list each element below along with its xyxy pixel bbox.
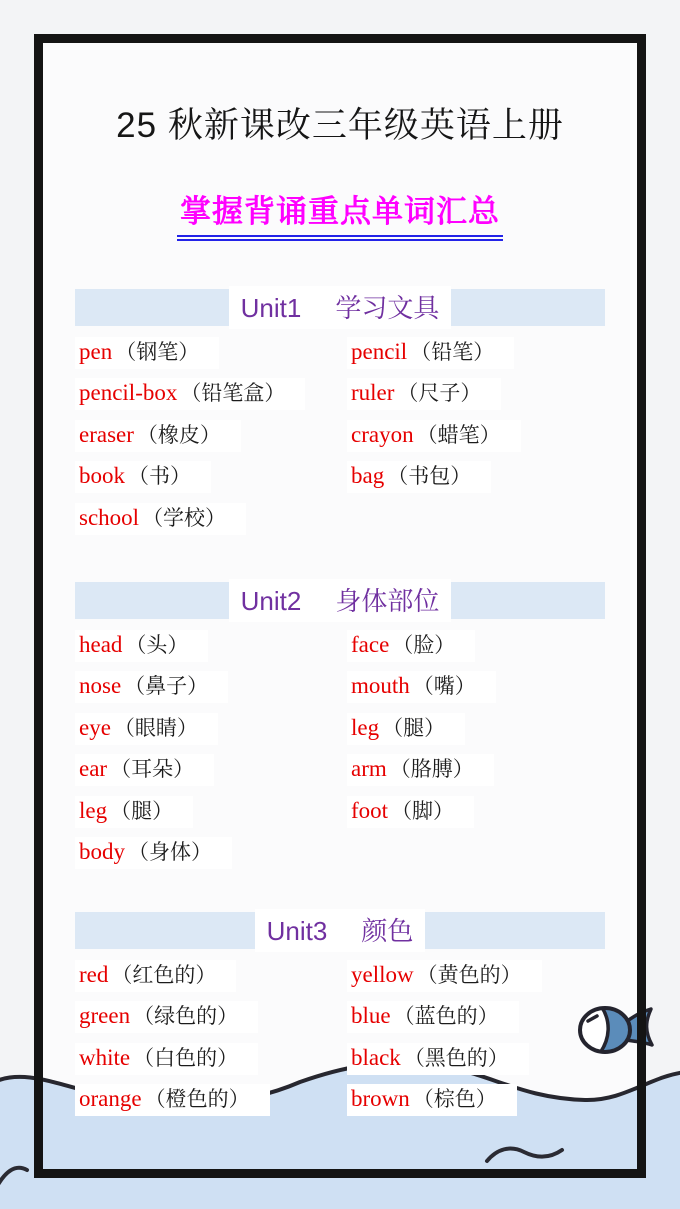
unit-topic: 颜色	[361, 916, 414, 946]
unit-header	[255, 909, 426, 952]
word-english: nose	[79, 673, 122, 699]
word-chinese: （眼睛）	[113, 716, 198, 740]
word-chinese: （钢笔）	[115, 340, 200, 364]
word-cell	[347, 337, 605, 369]
word-chinese: （身体）	[128, 841, 212, 865]
word-chip	[75, 1084, 270, 1116]
word-english: mouth	[351, 673, 410, 699]
word-chinese: （脸）	[392, 633, 456, 657]
word-chip	[347, 796, 474, 828]
word-chip	[347, 1001, 519, 1033]
word-cell	[347, 960, 605, 992]
word-chip	[75, 754, 214, 786]
word-chinese: （蓝色的）	[393, 1005, 499, 1029]
unit-section-unit3	[75, 912, 605, 1121]
unit-header-band	[75, 582, 605, 619]
unit-topic: 身体部位	[335, 586, 440, 616]
word-chip	[75, 837, 232, 869]
word-cell	[75, 671, 347, 703]
word-english: leg	[79, 797, 108, 823]
unit-section-unit2	[75, 582, 605, 874]
word-english: arm	[351, 756, 387, 782]
unit-header-band	[75, 289, 605, 326]
word-chinese: （书包）	[387, 465, 472, 489]
word-english: leg	[351, 714, 380, 740]
word-cell	[347, 1043, 605, 1075]
word-chip	[347, 960, 542, 992]
word-chip	[75, 420, 241, 452]
page-subtitle-row	[43, 186, 637, 241]
word-cell	[347, 713, 605, 745]
word-english: pencil	[351, 338, 408, 364]
word-chinese: （白色的）	[133, 1046, 239, 1070]
word-row	[75, 374, 605, 416]
word-english: crayon	[351, 421, 414, 447]
word-chinese: （铅笔）	[410, 340, 495, 364]
word-english: brown	[351, 1086, 410, 1112]
word-chinese: （橡皮）	[136, 423, 221, 447]
word-cell	[75, 754, 347, 786]
word-english: eye	[79, 714, 111, 740]
word-list	[75, 955, 605, 1121]
word-english: foot	[351, 797, 389, 823]
word-chinese: （腿）	[382, 716, 446, 740]
word-cell	[347, 671, 605, 703]
word-cell	[75, 503, 347, 535]
word-chip	[347, 630, 475, 662]
word-english: pencil-box	[79, 380, 178, 406]
word-row	[75, 955, 605, 997]
word-row	[75, 750, 605, 792]
word-cell	[75, 1084, 347, 1116]
word-chinese: （绿色的）	[133, 1005, 239, 1029]
unit-number: Unit1	[240, 293, 302, 323]
word-cell	[347, 420, 605, 452]
word-cell	[347, 754, 605, 786]
word-cell	[347, 1001, 605, 1033]
word-english: yellow	[351, 961, 414, 987]
unit-topic: 学习文具	[335, 293, 440, 323]
word-chip	[75, 713, 218, 745]
word-english: ruler	[351, 380, 395, 406]
word-english: book	[79, 463, 125, 489]
word-english: bag	[351, 463, 385, 489]
word-chinese: （胳膊）	[389, 758, 474, 782]
word-english: head	[79, 631, 123, 657]
page-title: 25 秋新课改三年级英语上册	[116, 106, 564, 145]
word-chip	[347, 754, 494, 786]
word-chip	[75, 671, 228, 703]
word-row	[75, 708, 605, 750]
word-english: red	[79, 961, 109, 987]
word-chip	[347, 1084, 517, 1116]
word-cell	[347, 630, 605, 662]
word-english: eraser	[79, 421, 134, 447]
unit-header	[229, 579, 452, 622]
word-cell	[75, 630, 347, 662]
word-chinese: （棕色）	[412, 1088, 497, 1112]
word-list	[75, 625, 605, 874]
word-chinese: （橙色的）	[144, 1088, 250, 1112]
word-cell	[347, 1084, 605, 1116]
word-english: ear	[79, 756, 108, 782]
word-english: green	[79, 1003, 131, 1029]
word-cell	[75, 420, 347, 452]
word-row	[75, 667, 605, 709]
word-list	[75, 332, 605, 540]
unit-header	[229, 286, 452, 329]
word-chinese: （书）	[128, 465, 191, 489]
word-english: white	[79, 1044, 131, 1070]
unit-number: Unit3	[266, 916, 328, 946]
word-cell	[75, 461, 347, 493]
word-chip	[347, 337, 514, 369]
word-chinese: （学校）	[142, 506, 227, 530]
word-chinese: （腿）	[110, 799, 174, 823]
word-chinese: （鼻子）	[124, 675, 209, 699]
word-chip	[75, 960, 236, 992]
word-chinese: （嘴）	[412, 675, 476, 699]
word-row	[75, 457, 605, 499]
word-chip	[347, 420, 521, 452]
unit-section-unit1	[75, 289, 605, 540]
word-chip	[347, 713, 465, 745]
word-english: blue	[351, 1003, 391, 1029]
word-cell	[347, 796, 605, 828]
word-cell	[75, 960, 347, 992]
word-chip	[75, 796, 193, 828]
word-cell	[75, 713, 347, 745]
word-row	[75, 1080, 605, 1122]
word-chinese: （头）	[125, 633, 189, 657]
word-chinese: （铅笔盒）	[180, 382, 286, 406]
word-cell	[75, 378, 347, 410]
word-row	[75, 415, 605, 457]
word-english: school	[79, 504, 140, 530]
word-chinese: （蜡笔）	[416, 423, 501, 447]
word-english: pen	[79, 338, 113, 364]
word-chip	[347, 671, 496, 703]
word-chinese: （黄色的）	[416, 963, 522, 987]
word-row	[75, 833, 605, 875]
word-english: body	[79, 839, 125, 865]
word-chip	[347, 1043, 529, 1075]
word-cell	[347, 378, 605, 410]
word-chinese: （尺子）	[397, 382, 482, 406]
word-chip	[75, 1043, 258, 1075]
word-chip	[75, 337, 219, 369]
word-cell	[347, 461, 605, 493]
word-row	[75, 1038, 605, 1080]
word-english: face	[351, 631, 390, 657]
word-english: black	[351, 1044, 401, 1070]
word-cell	[75, 1043, 347, 1075]
page-subtitle: 掌握背诵重点单词汇总	[177, 186, 503, 241]
word-cell	[75, 796, 347, 828]
word-chinese: （耳朵）	[110, 758, 195, 782]
word-chip	[75, 503, 246, 535]
word-chip	[75, 378, 305, 410]
word-chip	[347, 378, 501, 410]
word-row	[75, 791, 605, 833]
unit-header-band	[75, 912, 605, 949]
word-chinese: （黑色的）	[403, 1046, 509, 1070]
word-chinese: （脚）	[391, 799, 455, 823]
word-row	[75, 997, 605, 1039]
word-cell	[75, 337, 347, 369]
word-chip	[75, 461, 211, 493]
word-row	[75, 625, 605, 667]
word-row	[75, 332, 605, 374]
word-cell	[75, 1001, 347, 1033]
word-cell	[75, 837, 347, 869]
word-english: orange	[79, 1086, 142, 1112]
word-chip	[75, 630, 208, 662]
unit-number: Unit2	[240, 586, 302, 616]
word-chinese: （红色的）	[111, 963, 217, 987]
word-chip	[347, 461, 491, 493]
word-chip	[75, 1001, 258, 1033]
word-row	[75, 498, 605, 540]
